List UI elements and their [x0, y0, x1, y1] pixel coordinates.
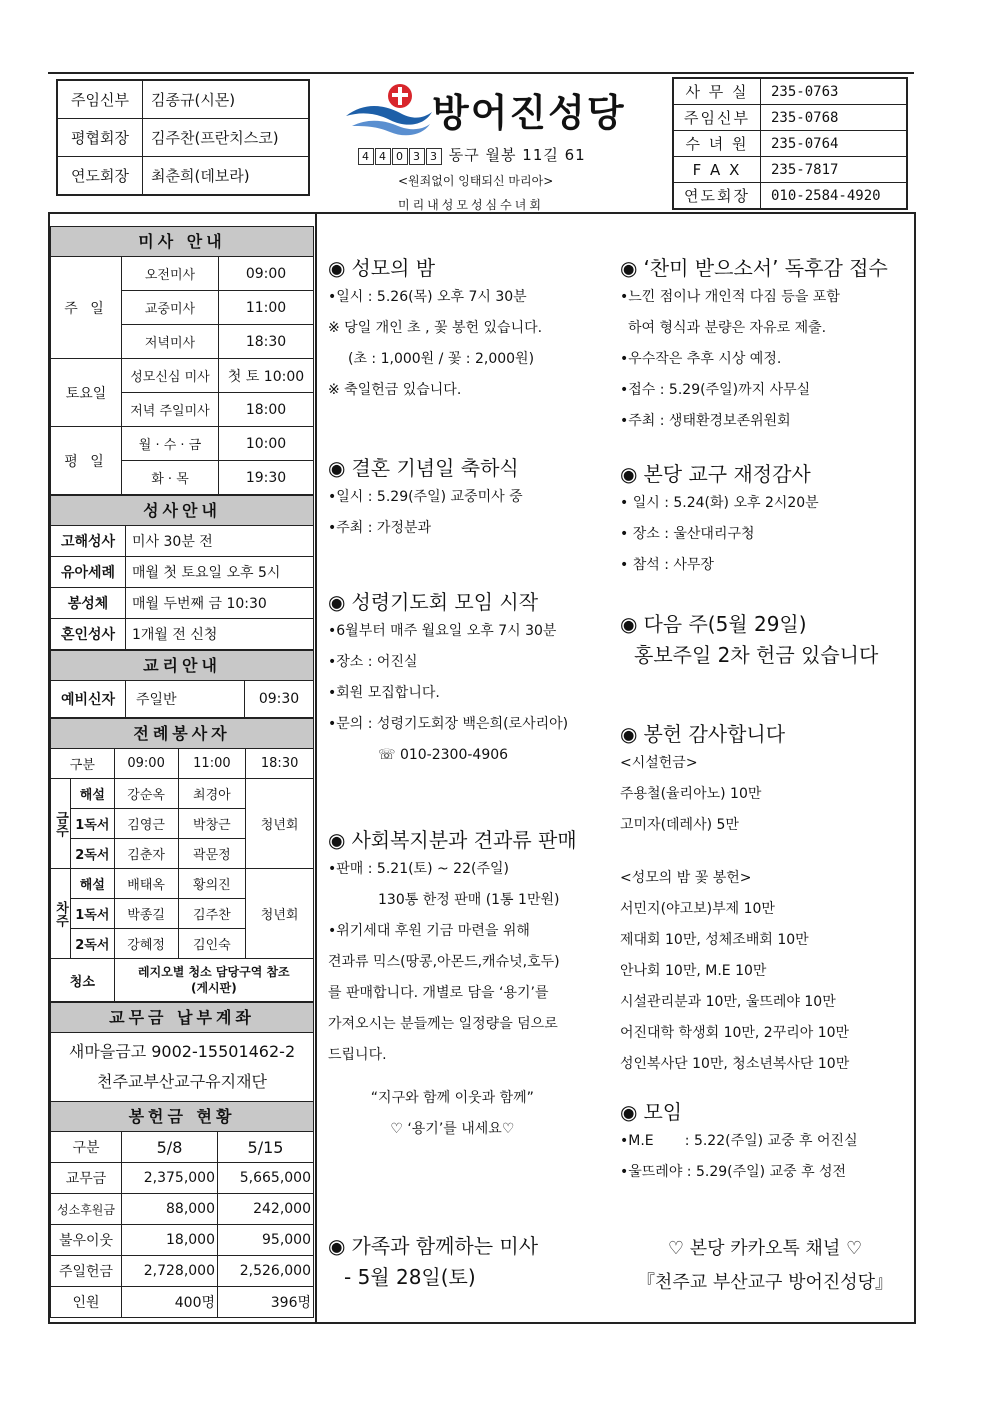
col1-s1-l2: ※ 당일 개인 초 , 꽃 봉헌 있습니다.: [328, 320, 543, 336]
col2-s4-l8: 시설관리분과 10만, 울뜨레야 10만: [620, 994, 836, 1010]
col1-s4-l6: 가져오시는 분들께는 일정량을 덤으로: [328, 1016, 558, 1032]
staff-table: [56, 79, 310, 196]
sidebar-week2-rows-2-0: 2독서: [71, 929, 115, 959]
header-phones-3-value: 235-7817: [761, 157, 908, 183]
sidebar-week1-rows-1-2: 박창근: [178, 809, 246, 839]
col1-s1-title: 성모의 밤: [351, 256, 436, 280]
sidebar-week1-rows-1-1: 김영근: [114, 809, 178, 839]
sidebar-week2-rows-1-0: 1독서: [71, 899, 115, 929]
sidebar-mass-weekday-rows-1-1: 19:30: [219, 461, 314, 495]
header-staff-2-role: 연도회장: [57, 157, 143, 196]
header-phones-4-label: 연도회장: [673, 183, 761, 210]
account-heading: 교무금 납부계좌: [50, 1002, 314, 1032]
notice-wedding-anniversary: [328, 454, 523, 544]
col2-s1-l1: •느낀 점이나 개인적 다짐 등을 포함: [620, 289, 840, 305]
sidebar-week1-rows-0-1: 강순옥: [114, 779, 178, 809]
header-phones-4-value: 010-2584-4920: [761, 183, 908, 210]
header-phones-0-label: 사 무 실: [673, 78, 761, 105]
sidebar-week2-label: 차주: [51, 869, 71, 959]
sidebar-off_head-0: 구분: [51, 1132, 122, 1163]
sidebar-mass-sunday-rows-1-1: 11:00: [219, 291, 314, 325]
col2-s3-title: 다음 주(5월 29일): [643, 612, 807, 636]
sidebar-mass-weekday-rows-1-0: 화 · 목: [122, 461, 219, 495]
sidebar-offerings-4-0: 인원: [51, 1287, 122, 1318]
kakao-channel-notice: [620, 1232, 910, 1300]
parish-logo-icon: [344, 82, 434, 138]
col2-s3-l1: 홍보주일 2차 헌금 있습니다: [634, 643, 879, 667]
header-zip-1: 4: [375, 148, 391, 165]
servers-table: [50, 748, 314, 1002]
sidebar-week2-youth: 청년회: [246, 869, 314, 959]
sidebar: [50, 226, 314, 1318]
sidebar-doctrine-t: 09:30: [245, 681, 314, 718]
col1-s3-l1: •6월부터 매주 월요일 오후 7시 30분: [328, 623, 557, 639]
col2-s5-title: 모임: [643, 1100, 683, 1124]
sidebar-mass-saturday-day: 토요일: [51, 359, 122, 427]
col1-s2-title: 결혼 기념일 축하식: [351, 456, 519, 480]
col1-s4-q2: ♡ ‘용기’를 내세요♡: [390, 1121, 515, 1137]
sidebar-offerings-3-1: 2,728,000: [122, 1256, 218, 1287]
zip-code: [358, 146, 443, 164]
header-zip-0: 4: [358, 148, 374, 165]
sidebar-week2-rows-0-0: 해설: [71, 869, 115, 899]
mass-schedule-table: [50, 256, 314, 495]
sidebar-mass-weekday-rows-0-0: 월 · 수 · 금: [122, 427, 219, 461]
col1-s3-l5: ☏ 010-2300-4906: [378, 747, 509, 763]
header-staff-1-name: 김주찬(프란치스코): [143, 119, 310, 157]
parish-title: 방어진성당: [432, 91, 626, 135]
sidebar-clean-k: 청소: [51, 959, 115, 1002]
sidebar-serv_head-2: 11:00: [178, 749, 246, 779]
header-zip-3: 3: [409, 148, 425, 165]
sidebar-week1-rows-2-2: 곽문정: [178, 839, 246, 869]
col2-s2-l2: • 장소 : 울산대리구청: [620, 526, 755, 542]
col2-s1-l2: 하여 형식과 분량은 자유로 제출.: [628, 320, 827, 336]
col1-s3-l2: •장소 : 어진실: [328, 654, 418, 670]
bullet-icon: ◉: [620, 722, 638, 746]
sidebar-off_head-1: 5/8: [122, 1132, 218, 1163]
notice-nut-sale: [328, 826, 577, 1145]
bullet-icon: ◉: [328, 828, 346, 852]
sidebar-doctrine-k: 예비신자: [51, 681, 126, 718]
sidebar-offerings-3-0: 주일헌금: [51, 1256, 122, 1287]
sidebar-offerings-2-1: 18,000: [122, 1225, 218, 1256]
sidebar-serv_head-1: 09:00: [114, 749, 178, 779]
col1-s1-l4: ※ 축일헌금 있습니다.: [328, 382, 462, 398]
col2-s1-l4: •접수 : 5.29(주일)까지 사무실: [620, 382, 811, 398]
sacrament-table: [50, 525, 314, 650]
notice-financial-audit: [620, 460, 819, 581]
sidebar-offerings-1-0: 성소후원금: [51, 1194, 122, 1225]
doctrine-table: [50, 680, 314, 718]
parish-motto: <원죄없이 잉태되신 마리아>: [398, 174, 554, 188]
sidebar-sacraments-2-v: 매월 두번째 금 10:30: [126, 588, 314, 619]
sidebar-serv_head-3: 18:30: [246, 749, 314, 779]
sidebar-offerings-2-2: 95,000: [218, 1225, 314, 1256]
sidebar-week2-rows-2-2: 김인숙: [178, 929, 246, 959]
col1-s4-l5: 를 판매합니다. 개별로 담을 ‘용기’를: [328, 985, 549, 1001]
parish-address: [358, 144, 586, 165]
bullet-icon: ◉: [620, 462, 638, 486]
col1-s3-l3: •회원 모집합니다.: [328, 685, 440, 701]
col2-s5-l1: •M.E : 5.22(주일) 교중 후 어진실: [620, 1133, 858, 1149]
notice-offering-thanks: [620, 720, 849, 1080]
sidebar-mass-saturday-rows-1-0: 저녁 주일미사: [122, 393, 219, 427]
col2-s5-l2: •울뜨레야 : 5.29(주일) 교중 후 성전: [620, 1164, 847, 1180]
header-zip-2: 0: [392, 148, 408, 165]
col2-s1-l5: •주최 : 생태환경보존위원회: [620, 413, 791, 429]
sidebar-offerings-4-2: 396명: [218, 1287, 314, 1318]
bullet-icon: ◉: [328, 1234, 346, 1258]
column-divider: [315, 214, 317, 1322]
col1-s4-l7: 드립니다.: [328, 1047, 387, 1063]
col1-s3-l4: •문의 : 성령기도회장 백은희(로사리아): [328, 716, 569, 732]
col2-s4-l2: 주용철(율리아노) 10만: [620, 786, 762, 802]
sidebar-sacraments-2-k: 봉성체: [51, 588, 126, 619]
bullet-icon: ◉: [620, 256, 638, 280]
header-address: 동구 월봉 11길 61: [448, 146, 586, 164]
col2-s4-l7: 안나회 10만, M.E 10만: [620, 963, 767, 979]
sidebar-offerings-1-2: 242,000: [218, 1194, 314, 1225]
sidebar-doctrine-v: 주일반: [126, 681, 245, 718]
sidebar-offerings-0-2: 5,665,000: [218, 1163, 314, 1194]
col1-s4-l2: 130통 한정 판매 (1통 1만원): [378, 892, 560, 908]
phone-table: [672, 77, 908, 210]
sidebar-week1-rows-2-1: 김춘자: [114, 839, 178, 869]
col1-s4-title: 사회복지분과 견과류 판매: [351, 828, 577, 852]
mass-guide-heading: 미사 안내: [50, 226, 314, 256]
col1-s1-l3: (초 : 1,000원 / 꽃 : 2,000원): [348, 351, 535, 367]
sidebar-mass-sunday-rows-1-0: 교중미사: [122, 291, 219, 325]
sidebar-week2-rows-1-2: 김주찬: [178, 899, 246, 929]
header-phones-1-label: 주임신부: [673, 105, 761, 131]
sidebar-sacraments-0-k: 고해성사: [51, 526, 126, 557]
sidebar-clean-v2: (게시판): [190, 981, 237, 995]
col1-s2-l2: •주최 : 가정분과: [328, 520, 432, 536]
bullet-icon: ◉: [620, 1100, 638, 1124]
sidebar-sacraments-0-v: 미사 30분 전: [126, 526, 314, 557]
sidebar-serv_head-0: 구분: [51, 749, 115, 779]
sidebar-week1-rows-0-2: 최경아: [178, 779, 246, 809]
col2-s4-l5: 서민지(야고보)부제 10만: [620, 901, 775, 917]
col2-s4-l6: 제대회 10만, 성체조배회 10만: [620, 932, 809, 948]
header-phones-2-label: 수 녀 원: [673, 131, 761, 157]
sidebar-mass-saturday-rows-1-1: 18:00: [219, 393, 314, 427]
sidebar-week1-youth: 청년회: [246, 779, 314, 869]
header-phones-0-value: 235-0763: [761, 78, 908, 105]
sidebar-offerings-3-2: 2,526,000: [218, 1256, 314, 1287]
bullet-icon: ◉: [328, 456, 346, 480]
col1-s4-q1: “지구와 함께 이웃과 함께”: [370, 1090, 534, 1106]
header-phones-3-label: F A X: [673, 157, 761, 183]
col1-s1-l1: •일시 : 5.26(목) 오후 7시 30분: [328, 289, 527, 305]
col2-s4-l3: 고미자(데레사) 5만: [620, 817, 739, 833]
sidebar-week1-rows-1-0: 1독서: [71, 809, 115, 839]
sidebar-week2-rows-0-2: 황의진: [178, 869, 246, 899]
header-staff-0-role: 주임신부: [57, 80, 143, 119]
sidebar-clean-v1: 레지오별 청소 담당구역 참조: [138, 965, 290, 979]
col2-s4-l10: 성인복사단 10만, 청소년복사단 10만: [620, 1056, 850, 1072]
col2-s6-l1: ♡ 본당 카카오톡 채널 ♡: [667, 1238, 863, 1259]
col1-s2-l1: •일시 : 5.29(주일) 교중미사 중: [328, 489, 523, 505]
sidebar-week1-rows-2-0: 2독서: [71, 839, 115, 869]
sidebar-offerings-1-1: 88,000: [122, 1194, 218, 1225]
sidebar-mass-saturday-rows-0-0: 성모신심 미사: [122, 359, 219, 393]
sidebar-week1-rows-0-0: 해설: [71, 779, 115, 809]
header-phones-2-value: 235-0764: [761, 131, 908, 157]
sidebar-mass-saturday-rows-0-1: 첫 토 10:00: [219, 359, 314, 393]
header-zip-4: 3: [426, 148, 442, 165]
header-staff-1-role: 평협회장: [57, 119, 143, 157]
bulletin-header: [48, 72, 914, 214]
sidebar-mass-sunday-day: 주 일: [51, 257, 122, 359]
header-staff-2-name: 최춘희(데보라): [143, 157, 310, 196]
sidebar-mass-sunday-rows-2-1: 18:30: [219, 325, 314, 359]
col2-s1-title: ‘찬미 받으소서’ 독후감 접수: [643, 256, 888, 280]
servers-heading: 전례봉사자: [50, 718, 314, 748]
sacrament-heading: 성사안내: [50, 495, 314, 525]
convent-name: 미리내성모성심수녀회: [398, 198, 544, 212]
sidebar-mass-weekday-rows-0-1: 10:00: [219, 427, 314, 461]
col2-s4-title: 봉헌 감사합니다: [643, 722, 786, 746]
offering-heading: 봉헌금 현황: [50, 1101, 314, 1131]
col2-s4-l4: <성모의 밤 꽃 봉헌>: [620, 870, 752, 886]
col2-s4-l1: <시설헌금>: [620, 755, 698, 771]
sidebar-offerings-4-1: 400명: [122, 1287, 218, 1318]
header-staff-0-name: 김종규(시몬): [143, 80, 310, 119]
sidebar-sacraments-3-k: 혼인성사: [51, 619, 126, 650]
col2-s2-l3: • 참석 : 사무장: [620, 557, 714, 573]
sidebar-sacraments-3-v: 1개월 전 신청: [126, 619, 314, 650]
sidebar-off_head-2: 5/15: [218, 1132, 314, 1163]
sidebar-offerings-0-1: 2,375,000: [122, 1163, 218, 1194]
notice-marian-night: [328, 254, 542, 406]
header-phones-1-value: 235-0768: [761, 105, 908, 131]
col1-s4-l3: •위기세대 후원 기금 마련을 위해: [328, 923, 530, 939]
bullet-icon: ◉: [328, 256, 346, 280]
sidebar-account-0: 새마을금고 9002-15501462-2: [68, 1042, 296, 1061]
col2-s6-l2: 『천주교 부산교구 방어진성당』: [636, 1272, 894, 1293]
sidebar-mass-weekday-day: 평 일: [51, 427, 122, 495]
col1-s5-title: 가족과 함께하는 미사: [351, 1234, 539, 1258]
col2-s4-l9: 어진대학 학생회 10만, 2꾸리아 10만: [620, 1025, 850, 1041]
bulletin-body: [48, 212, 916, 1324]
account-info: [50, 1032, 314, 1101]
sidebar-mass-sunday-rows-0-0: 오전미사: [122, 257, 219, 291]
col1-s3-title: 성령기도회 모임 시작: [351, 590, 539, 614]
sidebar-sacraments-1-v: 매월 첫 토요일 오후 5시: [126, 557, 314, 588]
sidebar-week2-rows-2-1: 강혜정: [114, 929, 178, 959]
col1-s5-l1: - 5월 28일(토): [344, 1265, 476, 1289]
sidebar-week2-rows-1-1: 박종길: [114, 899, 178, 929]
col1-s4-l1: •판매 : 5.21(토) ~ 22(주일): [328, 861, 509, 877]
sidebar-week1-label: 금주: [51, 779, 71, 869]
sidebar-mass-sunday-rows-2-0: 저녁미사: [122, 325, 219, 359]
sidebar-sacraments-1-k: 유아세례: [51, 557, 126, 588]
sidebar-offerings-2-0: 불우이웃: [51, 1225, 122, 1256]
col2-s1-l3: •우수작은 추후 시상 예정.: [620, 351, 782, 367]
sidebar-week2-rows-0-1: 배태옥: [114, 869, 178, 899]
offering-table: [50, 1131, 314, 1318]
bullet-icon: ◉: [328, 590, 346, 614]
col1-s4-l4: 견과류 믹스(땅콩,아몬드,캐슈넛,호두): [328, 954, 560, 970]
bullet-icon: ◉: [620, 612, 638, 636]
sidebar-offerings-0-0: 교무금: [51, 1163, 122, 1194]
notice-family-mass: [328, 1232, 538, 1294]
col2-s2-title: 본당 교구 재정감사: [643, 462, 811, 486]
notice-next-week: [620, 610, 878, 672]
sidebar-account-1: 천주교부산교구유지재단: [96, 1072, 268, 1091]
notice-book-report: [620, 254, 888, 437]
sidebar-mass-sunday-rows-0-1: 09:00: [219, 257, 314, 291]
notice-meetings: [620, 1098, 858, 1188]
col2-s2-l1: • 일시 : 5.24(화) 오후 2시20분: [620, 495, 819, 511]
doctrine-heading: 교리안내: [50, 650, 314, 680]
notice-prayer-meeting: [328, 588, 568, 771]
